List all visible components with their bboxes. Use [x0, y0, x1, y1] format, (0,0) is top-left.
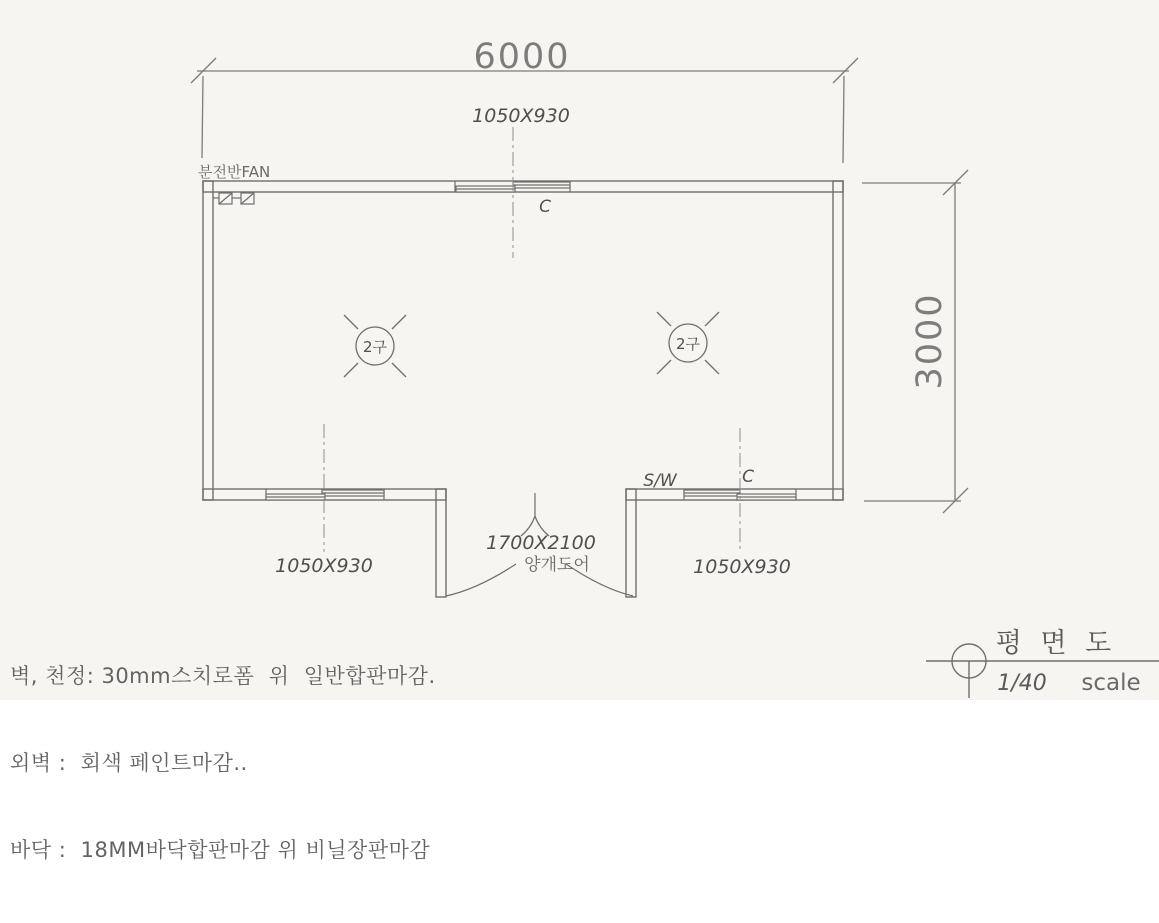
light-label: 2구 [675, 335, 701, 353]
window-tag-label: C [539, 197, 551, 217]
fan-symbol-diagonal [241, 193, 254, 204]
light-ray [657, 360, 671, 374]
door-type-label: 양개도어 [524, 555, 590, 575]
wall-right [833, 181, 843, 500]
title-block-scale-word: scale [1081, 670, 1141, 696]
door-jamb-wall-right [626, 489, 636, 597]
door-swing-arc-left [446, 564, 516, 596]
note-exterior-wall: 외벽 : 회색 페인트마감.. [10, 751, 248, 775]
light-ray [344, 363, 358, 377]
extension-line [843, 76, 844, 163]
light-ray [705, 312, 719, 326]
extension-line [202, 76, 203, 158]
note-floor: 바닥 : 18MM바닥합판마감 위 비닐장판마감 [10, 838, 431, 862]
window-size-label: 1050X930 [275, 555, 373, 577]
door-jamb-wall-left [436, 489, 446, 597]
note-wall-ceiling: 벽, 천정: 30mm스치로폼 위 일반합판마감. [10, 664, 436, 688]
light-ray [657, 312, 671, 326]
light-ray [344, 315, 358, 329]
switch-tag-label: S/W [643, 471, 677, 491]
right-dimension-label: 3000 [910, 292, 950, 390]
window-size-label: 1050X930 [693, 556, 791, 578]
door-meeting-stile [521, 493, 549, 536]
door-size-label: 1700X2100 [486, 532, 596, 554]
title-block-scale: 1/40 [997, 671, 1047, 696]
window-tag-label: C [742, 467, 754, 487]
window-bottom-left [266, 489, 384, 500]
title-block-title: 평 면 도 [995, 628, 1117, 659]
electrical-panel-symbols [213, 193, 254, 204]
window-size-label: 1050X930 [472, 105, 570, 127]
top-dimension-label: 6000 [473, 37, 571, 77]
wall-left [203, 181, 213, 500]
light-ray [705, 360, 719, 374]
light-ray [392, 315, 406, 329]
finish-notes [10, 604, 436, 923]
light-label: 2구 [362, 338, 388, 356]
light-ray [392, 363, 406, 377]
panel-label: 분전반FAN [198, 163, 271, 181]
panel-symbol-diagonal [219, 193, 232, 204]
